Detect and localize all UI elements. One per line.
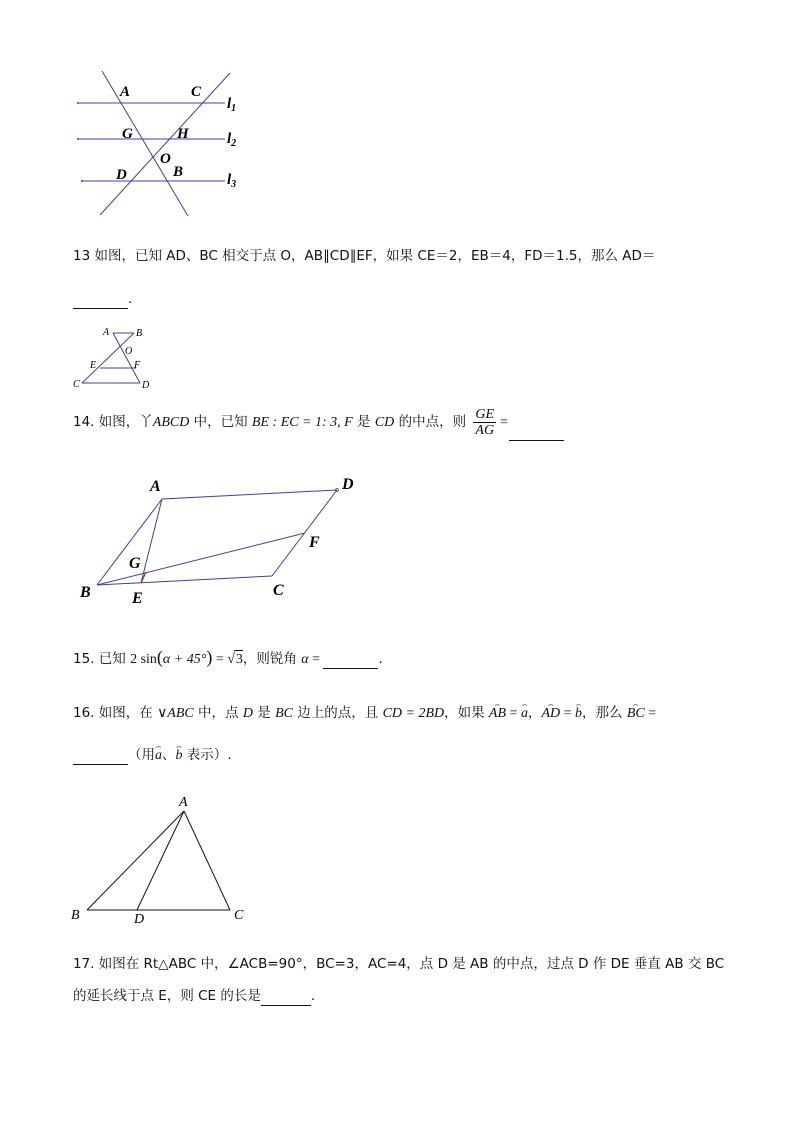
fig12-label-l2: $l_2$: [227, 131, 237, 149]
side-ac-16: [184, 811, 230, 910]
q15-line: 15. 已知 2 sin(α + 45°) = √3，则锐角 α = .: [73, 647, 383, 667]
l3-end-left: [81, 180, 83, 182]
fig12-label-o: O: [160, 151, 171, 167]
fig16-label-c: C: [234, 908, 244, 923]
q13-label-b: B: [136, 328, 143, 339]
fig12-label-h: H: [177, 126, 189, 142]
q17-line2: 的延长线于点 E，则 CE 的长是 .: [73, 988, 316, 1004]
fig12-label-c: C: [191, 84, 202, 100]
q13-line1: 13 如图，已知 AD、BC 相交于点 O，AB∥CD∥EF，如果 CE＝2，EB＝4，FD＝1.5，那么 AD＝: [73, 248, 656, 264]
q15-answer-blank[interactable]: [323, 650, 378, 669]
q14-line: 14. 如图，丫ABCD 中，已知 BE : EC = 1: 3, F 是 CD 的中点，则 $\frac{GE}{AG}$ =: [73, 404, 564, 441]
q13-label-a: A: [103, 327, 110, 338]
q13-answer-blank[interactable]: [73, 290, 128, 309]
transversal-ab: [102, 71, 188, 216]
fig14-label-c: C: [273, 582, 284, 599]
fig12-label-b: B: [173, 164, 184, 180]
q13-label-f: F: [134, 360, 141, 371]
fig12-label-g: G: [122, 126, 133, 142]
fig14-label-b: B: [80, 584, 91, 601]
q16-line1: 16. 如图，在 ∨ABC 中，点 D 是 BC 边上的点，且 CD = 2BD，如果 ⌢ AB = ⌢ a，⌢ AD = ⌢ b，那么 ⌢ BC =: [73, 704, 656, 723]
l2-end-left: [77, 138, 79, 140]
vector-b-hint: ⌢ b: [176, 747, 183, 765]
segment-ae: [141, 499, 162, 583]
vector-a-hint: ⌢ a: [155, 747, 162, 765]
side-ab: [97, 499, 162, 585]
fig14-label-e: E: [132, 590, 143, 607]
side-ab-16: [87, 811, 184, 910]
vector-ab: ⌢ AB: [489, 705, 506, 723]
fig16-label-a: A: [179, 795, 188, 810]
q13-label-c: C: [73, 379, 80, 390]
q14-fraction: $\frac{GE}{AG}$: [475, 406, 495, 438]
q17-line1: 17. 如图在 Rt△ABC 中，∠ACB=90°，BC=3，AC=4，点 D 是 AB 的中点，过点 D 作 DE 垂直 AB 交 BC: [73, 956, 725, 972]
figure-parallel-lines: [70, 68, 260, 218]
fig14-label-a: A: [150, 478, 161, 495]
q16-answer-blank[interactable]: [73, 746, 128, 765]
fig16-label-b: B: [71, 908, 80, 923]
q13-line2: [73, 290, 132, 309]
figure-q13: [70, 325, 160, 393]
q13-period: .: [128, 291, 133, 307]
q14-answer-blank[interactable]: [509, 404, 564, 441]
vector-b: ⌢ b: [575, 705, 582, 723]
q13-label-e: E: [90, 360, 97, 371]
figure-triangle-abc: [68, 793, 258, 928]
q13-label-o: O: [125, 346, 133, 357]
q17-answer-blank[interactable]: [261, 987, 311, 1006]
l1-end-left: [77, 102, 79, 104]
fig14-label-f: F: [309, 534, 320, 551]
fig12-label-a: A: [120, 84, 131, 100]
fig12-label-d: D: [116, 167, 127, 183]
fig14-label-g: G: [129, 555, 141, 572]
fig12-label-l3: $l_3$: [227, 172, 237, 190]
vector-a: ⌢ a: [521, 705, 528, 723]
parallelogram-symbol: 丫: [139, 414, 153, 430]
figure-parallelogram: [75, 473, 365, 608]
vector-bc: ⌢ BC: [627, 705, 645, 723]
segment-ad-16: [137, 811, 184, 910]
fig16-label-d: D: [134, 912, 145, 927]
q16-line2: （用⌢ a、⌢ b 表示）.: [73, 746, 232, 765]
side-ad: [162, 490, 337, 499]
fig14-label-d: D: [342, 476, 354, 493]
side-bc: [97, 576, 272, 585]
vector-ad: ⌢ AD: [541, 705, 560, 723]
fig12-label-l1: $l_1$: [227, 96, 237, 114]
q13-label-d: D: [142, 380, 150, 391]
